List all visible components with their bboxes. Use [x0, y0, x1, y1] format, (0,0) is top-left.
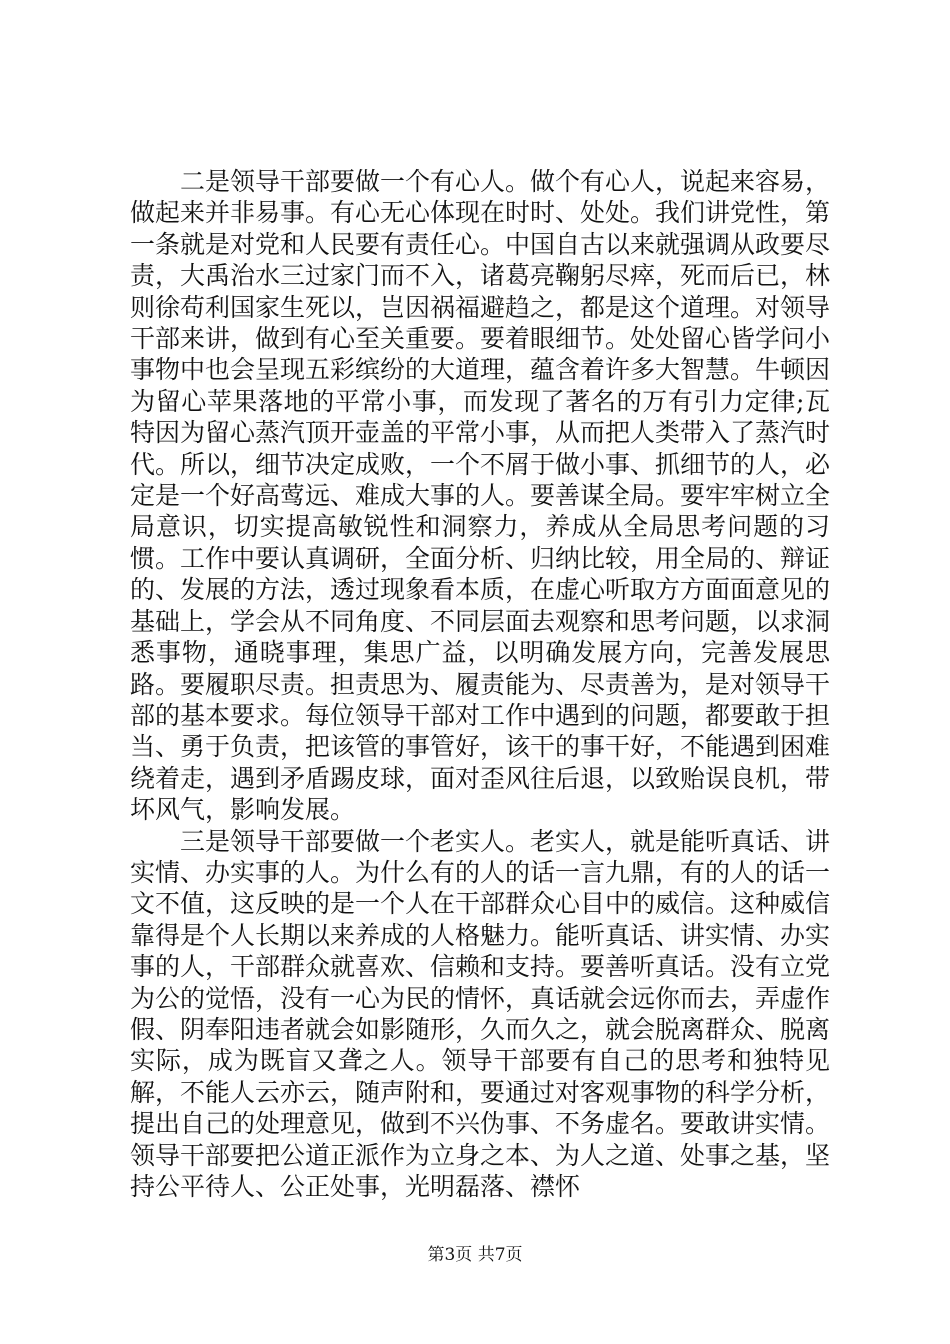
- page-footer: [0, 1244, 950, 1266]
- document-body: [130, 166, 830, 1202]
- page-number: 第3页 共7页: [427, 1245, 523, 1265]
- paragraph: 三是领导干部要做一个老实人。老实人，就是能听真话、讲实情、办实事的人。为什么有的人的话一言九鼎，有的人的话一文不值，这反映的是一个人在干部群众心目中的威信。这种威信靠得是个人长期以来养成的人格魅力。能听真话、讲实情、办实事的人，干部群众就喜欢、信赖和支持。要善听真话。没有立党为公的觉悟，没有一心为民的情怀，真话就会远你而去，弄虚作假、阴奉阳违者就会如影随形，久而久之，就会脱离群众、脱离实际，成为既盲又聋之人。领导干部要有自己的思考和独特见解，不能人云亦云，随声附和，要通过对客观事物的科学分析，提出自己的处理意见，做到不兴伪事、不务虚名。要敢讲实情。领导干部要把公道正派作为立身之本、为人之道、处事之基，坚持公平待人、公正处事，光明磊落、襟怀: [130, 826, 831, 1201]
- paragraph: 二是领导干部要做一个有心人。做个有心人，说起来容易，做起来并非易事。有心无心体现在时时、处处。我们讲党性，第一条就是对党和人民要有责任心。中国自古以来就强调从政要尽责，大禹治水三过家门而不入，诸葛亮鞠躬尽瘁，死而后已，林则徐苟利国家生死以，岂因祸福避趋之，都是这个道理。对领导干部来讲，做到有心至关重要。要着眼细节。处处留心皆学问小事物中也会呈现五彩缤纷的大道理，蕴含着许多大智慧。牛顿因为留心苹果落地的平常小事，而发现了著名的万有引力定律;瓦特因为留心蒸汽顶开壶盖的平常小事，从而把人类带入了蒸汽时代。所以，细节决定成败，一个不屑于做小事、抓细节的人，必定是一个好高莺远、难成大事的人。要善谋全局。要牢牢树立全局意识，切实提高敏锐性和洞察力，养成从全局思考问题的习惯。工作中要认真调研，全面分析、归纳比较，用全局的、辩证的、发展的方法，透过现象看本质，在虚心听取方方面面意见的基础上，学会从不同角度、不同层面去观察和思考问题，以求洞悉事物，通晓事理，集思广益，以明确发展方向，完善发展思路。要履职尽责。担责思为、履责能为、尽责善为，是对领导干部的基本要求。每位领导干部对工作中遇到的问题，都要敢于担当、勇于负责，把该管的事管好，该干的事干好，不能遇到困难绕着走，遇到矛盾踢皮球，面对歪风往后退，以致贻误良机，带坏风气，影响发展。: [130, 167, 831, 825]
